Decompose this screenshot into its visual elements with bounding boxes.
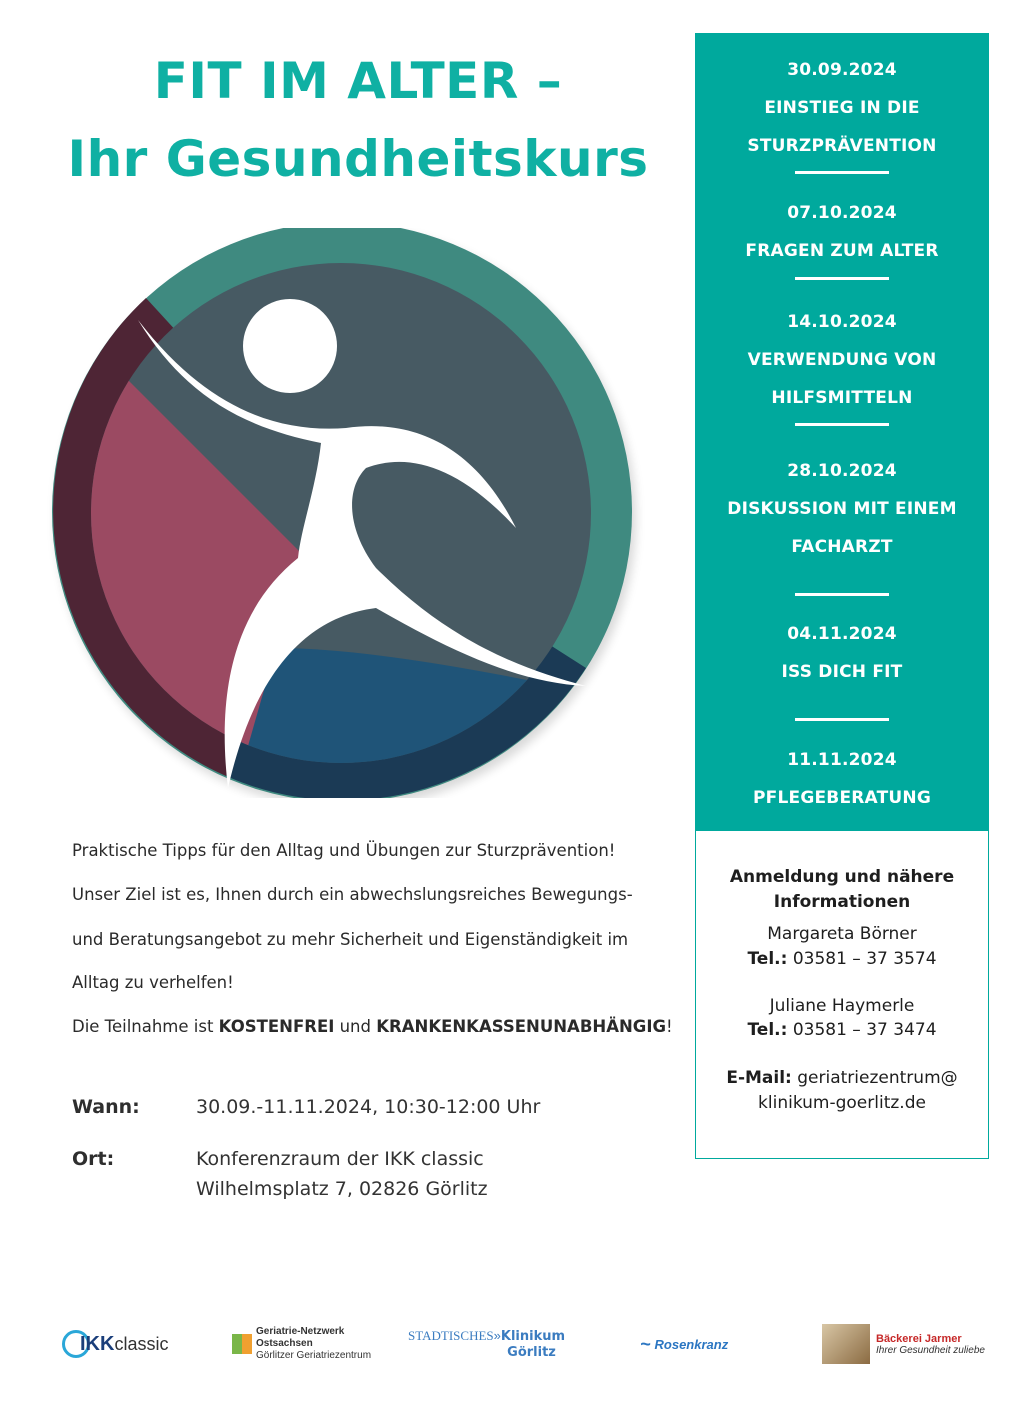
- session-title: EINSTIEG IN DIE: [764, 98, 920, 118]
- network-text: [256, 1326, 371, 1362]
- tel-label: Tel.:: [747, 949, 788, 969]
- session-title: VERWENDUNG VON: [747, 350, 937, 370]
- intro-text: und Beratungsangebot zu mehr Sicherheit und Eigenständigkeit im: [72, 930, 629, 949]
- divider: [795, 593, 889, 596]
- contact-person: Margareta Börner: [767, 924, 917, 944]
- free-highlight: KOSTENFREI: [218, 1017, 335, 1036]
- contact-box: [695, 831, 989, 1159]
- session-title: FACHARZT: [791, 537, 893, 557]
- contact-heading: Informationen: [773, 892, 911, 912]
- klinikum-name: Klinikum: [500, 1329, 566, 1344]
- insurance-highlight: KRANKENKASSENUNABHÄNGIG: [376, 1017, 667, 1036]
- contact-heading: Anmeldung und nähere: [729, 867, 955, 887]
- text-segment: !: [666, 1017, 673, 1036]
- divider: [795, 423, 889, 426]
- klinikum-prefix: STADTISCHES: [408, 1328, 494, 1343]
- divider: [795, 171, 889, 174]
- contact-phone: [696, 1020, 988, 1040]
- tel-label: Tel.:: [747, 1020, 788, 1040]
- intro-text: Alltag zu verhelfen!: [72, 973, 234, 992]
- where-value: Konferenzraum der IKK classic: [196, 1148, 484, 1170]
- when-label: Wann:: [72, 1096, 140, 1118]
- session-date: 07.10.2024: [787, 203, 897, 223]
- page-title-line2: Ihr Gesundheitskurs: [67, 130, 649, 188]
- ikk-logo-text: classic: [114, 1333, 169, 1354]
- page-title-line1: FIT IM ALTER –: [153, 52, 563, 110]
- where-address: Wilhelmsplatz 7, 02826 Görlitz: [196, 1178, 488, 1200]
- intro-text: Praktische Tipps für den Alltag und Übungen zur Sturzprävention!: [72, 841, 616, 860]
- when-value: 30.09.-11.11.2024, 10:30-12:00 Uhr: [196, 1096, 541, 1118]
- rosenkranz-logo: [640, 1318, 728, 1370]
- session-title: STURZPRÄVENTION: [747, 136, 937, 156]
- ikk-classic-logo: [62, 1318, 168, 1370]
- klinikum-city: Görlitz: [507, 1345, 556, 1360]
- session-title: DISKUSSION MIT EINEM: [727, 499, 957, 519]
- participation-text: [72, 1017, 673, 1036]
- session-title: HILFSMITTELN: [771, 388, 913, 408]
- text-segment: und: [334, 1017, 377, 1036]
- contact-email: [696, 1068, 988, 1088]
- session-date: 14.10.2024: [787, 312, 897, 332]
- where-label: Ort:: [72, 1148, 115, 1170]
- fitness-figure-logo: [46, 228, 646, 798]
- session-title: FRAGEN ZUM ALTER: [745, 241, 939, 261]
- bakery-slogan: Ihrer Gesundheit zuliebe: [876, 1344, 985, 1356]
- contact-email-domain[interactable]: klinikum-goerlitz.de: [758, 1093, 926, 1113]
- tel-number[interactable]: 03581 – 37 3574: [787, 949, 937, 969]
- session-title: ISS DICH FIT: [781, 662, 903, 682]
- rosenkranz-name: Rosenkranz: [654, 1336, 729, 1352]
- rosenkranz-swoosh-icon: ~: [640, 1333, 651, 1354]
- session-date: 28.10.2024: [787, 461, 897, 481]
- bakery-name: Bäckerei Jarmer: [876, 1332, 962, 1345]
- schedule-panel: [695, 33, 989, 831]
- geriatrie-netzwerk-logo: [232, 1318, 371, 1370]
- session-title: PFLEGEBERATUNG: [753, 788, 931, 808]
- session-date: 11.11.2024: [787, 750, 897, 770]
- divider: [795, 718, 889, 721]
- text-segment: Die Teilnahme ist: [72, 1017, 219, 1036]
- email-address[interactable]: geriatriezentrum@: [791, 1068, 958, 1088]
- network-sub: Görlitzer Geriatriezentrum: [256, 1350, 372, 1361]
- klinikum-goerlitz-logo: [408, 1318, 565, 1370]
- session-date: 04.11.2024: [787, 624, 897, 644]
- network-name: Geriatrie-Netzwerk: [256, 1326, 345, 1337]
- klinikum-text: [408, 1328, 565, 1360]
- email-label: E-Mail:: [726, 1068, 792, 1088]
- intro-text: Unser Ziel ist es, Ihnen durch ein abwechslungsreiches Bewegungs-: [72, 885, 633, 904]
- chevron-icon: »: [493, 1328, 501, 1343]
- tel-number[interactable]: 03581 – 37 3474: [787, 1020, 937, 1040]
- contact-person: Juliane Haymerle: [769, 996, 915, 1016]
- bakery-text: [876, 1333, 985, 1356]
- baeckerei-jarmer-logo: [822, 1318, 985, 1370]
- network-region: Ostsachsen: [256, 1338, 313, 1349]
- ikk-logo-text: IKK: [80, 1332, 115, 1355]
- contact-phone: [696, 949, 988, 969]
- bakery-photo: [822, 1324, 870, 1364]
- network-mark-icon: [232, 1334, 252, 1354]
- divider: [795, 277, 889, 280]
- session-date: 30.09.2024: [787, 60, 897, 80]
